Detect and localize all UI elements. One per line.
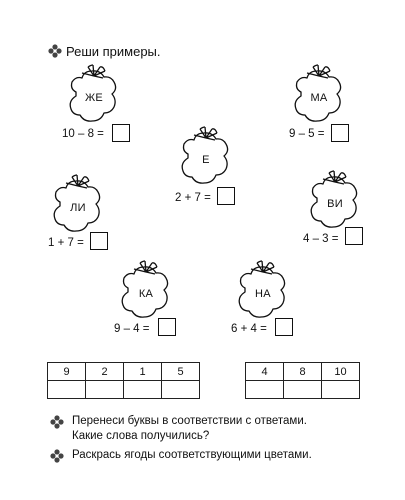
answer-box-zhe[interactable] [112, 124, 130, 142]
table-cell: 4 [246, 363, 284, 381]
berry-label: ЛИ [70, 202, 86, 214]
answer-box-vi[interactable] [345, 227, 363, 245]
instruction-line: Какие слова получились? [72, 430, 210, 442]
flower-bullet-icon [50, 449, 64, 463]
answer-box-e[interactable] [217, 187, 235, 205]
equation-ka: 9 – 4 = [114, 323, 150, 335]
letter-cell[interactable] [246, 381, 284, 399]
answer-box-li[interactable] [90, 232, 108, 250]
instruction-line: Перенеси буквы в соответствии с ответами. [72, 415, 307, 427]
instruction-color: Раскрась ягоды соответствующими цветами. [72, 449, 312, 461]
table-cell: 10 [322, 363, 360, 381]
table-row-letters [246, 381, 360, 399]
table-cell: 1 [124, 363, 162, 381]
equation-vi: 4 – 3 = [303, 233, 339, 245]
berry-label: ЖЕ [84, 92, 104, 104]
table-cell: 9 [48, 363, 86, 381]
berry-ma [289, 62, 349, 126]
equation-li: 1 + 7 = [48, 237, 84, 249]
letter-cell[interactable] [284, 381, 322, 399]
answer-box-ma[interactable] [331, 124, 349, 142]
berry-ka [116, 258, 176, 322]
table-row-numbers [48, 363, 200, 381]
answer-box-na[interactable] [275, 318, 293, 336]
letter-cell[interactable] [86, 381, 124, 399]
table-cell: 5 [162, 363, 200, 381]
equation-ma: 9 – 5 = [289, 128, 325, 140]
equation-zhe: 10 – 8 = [62, 128, 104, 140]
berry-label: МА [310, 92, 328, 104]
berry-e [176, 124, 236, 188]
table-row-letters [48, 381, 200, 399]
equation-na: 6 + 4 = [231, 323, 267, 335]
page-heading: Реши примеры. [66, 44, 161, 59]
berry-zhe [64, 62, 124, 126]
berry-label: НА [255, 288, 271, 300]
flower-bullet-icon [48, 44, 62, 58]
answer-box-ka[interactable] [158, 318, 176, 336]
table-cell: 2 [86, 363, 124, 381]
berry-na [233, 258, 293, 322]
berry-li [48, 172, 108, 236]
equation-e: 2 + 7 = [175, 192, 211, 204]
berry-label: Е [202, 154, 210, 166]
flower-bullet-icon [50, 415, 64, 429]
berry-label: КА [138, 288, 154, 300]
letter-cell[interactable] [322, 381, 360, 399]
table-cell: 8 [284, 363, 322, 381]
berry-label: ВИ [327, 198, 343, 210]
instruction-transfer [72, 414, 307, 444]
letter-cell[interactable] [48, 381, 86, 399]
letter-cell[interactable] [124, 381, 162, 399]
berry-vi [305, 168, 365, 232]
answer-table-left [47, 362, 200, 399]
letter-cell[interactable] [162, 381, 200, 399]
answer-table-right [245, 362, 360, 399]
table-row-numbers [246, 363, 360, 381]
